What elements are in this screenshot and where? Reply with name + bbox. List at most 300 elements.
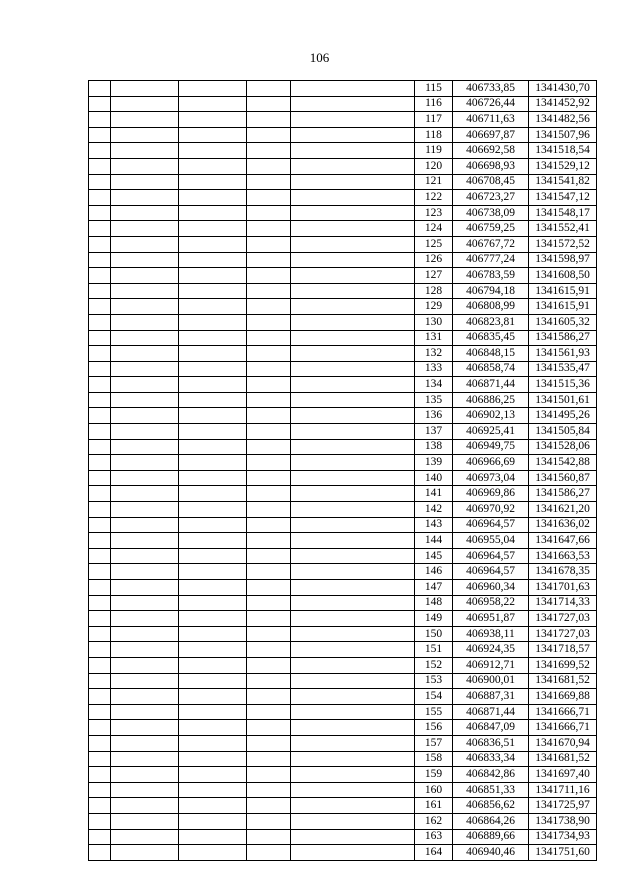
empty-cell-c (179, 548, 247, 564)
point-number-cell: 134 (415, 377, 453, 393)
empty-cell-c (179, 377, 247, 393)
point-number-cell: 123 (415, 205, 453, 221)
empty-cell-b (111, 96, 179, 112)
empty-cell-a (89, 439, 111, 455)
empty-cell-e (291, 704, 415, 720)
empty-cell-d (247, 314, 291, 330)
table-row (89, 611, 597, 627)
empty-cell-e (291, 548, 415, 564)
empty-cell-d (247, 720, 291, 736)
y-coordinate-cell: 1341718,57 (529, 642, 597, 658)
table-row (89, 657, 597, 673)
x-coordinate-cell: 406848,15 (453, 346, 529, 362)
empty-cell-c (179, 299, 247, 315)
x-coordinate-cell: 406777,24 (453, 252, 529, 268)
table-row (89, 626, 597, 642)
empty-cell-c (179, 673, 247, 689)
empty-cell-d (247, 548, 291, 564)
y-coordinate-cell: 1341552,41 (529, 221, 597, 237)
empty-cell-a (89, 486, 111, 502)
point-number-cell: 140 (415, 470, 453, 486)
table-row (89, 377, 597, 393)
empty-cell-c (179, 96, 247, 112)
empty-cell-a (89, 174, 111, 190)
empty-cell-b (111, 720, 179, 736)
empty-cell-a (89, 392, 111, 408)
empty-cell-d (247, 564, 291, 580)
x-coordinate-cell: 406858,74 (453, 361, 529, 377)
point-number-cell: 145 (415, 548, 453, 564)
empty-cell-d (247, 127, 291, 143)
empty-cell-d (247, 798, 291, 814)
y-coordinate-cell: 1341535,47 (529, 361, 597, 377)
empty-cell-a (89, 735, 111, 751)
empty-cell-a (89, 252, 111, 268)
empty-cell-e (291, 190, 415, 206)
y-coordinate-cell: 1341547,12 (529, 190, 597, 206)
empty-cell-c (179, 346, 247, 362)
empty-cell-b (111, 127, 179, 143)
point-number-cell: 151 (415, 642, 453, 658)
point-number-cell: 160 (415, 782, 453, 798)
y-coordinate-cell: 1341714,33 (529, 595, 597, 611)
x-coordinate-cell: 406925,41 (453, 424, 529, 440)
table-row (89, 470, 597, 486)
x-coordinate-cell: 406847,09 (453, 720, 529, 736)
empty-cell-b (111, 767, 179, 783)
table-row (89, 174, 597, 190)
empty-cell-b (111, 735, 179, 751)
y-coordinate-cell: 1341586,27 (529, 486, 597, 502)
empty-cell-e (291, 642, 415, 658)
empty-cell-d (247, 392, 291, 408)
empty-cell-b (111, 190, 179, 206)
empty-cell-c (179, 268, 247, 284)
empty-cell-a (89, 642, 111, 658)
empty-cell-b (111, 346, 179, 362)
empty-cell-c (179, 408, 247, 424)
empty-cell-e (291, 845, 415, 861)
point-number-cell: 162 (415, 813, 453, 829)
empty-cell-e (291, 158, 415, 174)
empty-cell-d (247, 346, 291, 362)
table-row (89, 782, 597, 798)
empty-cell-a (89, 330, 111, 346)
y-coordinate-cell: 1341711,16 (529, 782, 597, 798)
point-number-cell: 116 (415, 96, 453, 112)
empty-cell-c (179, 190, 247, 206)
table-row (89, 798, 597, 814)
empty-cell-d (247, 751, 291, 767)
x-coordinate-cell: 406949,75 (453, 439, 529, 455)
x-coordinate-cell: 406726,44 (453, 96, 529, 112)
point-number-cell: 136 (415, 408, 453, 424)
y-coordinate-cell: 1341598,97 (529, 252, 597, 268)
empty-cell-d (247, 845, 291, 861)
x-coordinate-cell: 406969,86 (453, 486, 529, 502)
empty-cell-a (89, 673, 111, 689)
empty-cell-a (89, 548, 111, 564)
point-number-cell: 137 (415, 424, 453, 440)
empty-cell-e (291, 657, 415, 673)
point-number-cell: 157 (415, 735, 453, 751)
empty-cell-e (291, 735, 415, 751)
x-coordinate-cell: 406708,45 (453, 174, 529, 190)
empty-cell-d (247, 221, 291, 237)
table-row (89, 81, 597, 97)
empty-cell-b (111, 580, 179, 596)
table-row (89, 455, 597, 471)
empty-cell-a (89, 112, 111, 128)
x-coordinate-cell: 406924,35 (453, 642, 529, 658)
empty-cell-e (291, 517, 415, 533)
empty-cell-c (179, 439, 247, 455)
empty-cell-a (89, 455, 111, 471)
empty-cell-a (89, 190, 111, 206)
empty-cell-a (89, 751, 111, 767)
table-row (89, 392, 597, 408)
table-body (89, 81, 597, 861)
empty-cell-c (179, 143, 247, 159)
table-row (89, 767, 597, 783)
empty-cell-b (111, 533, 179, 549)
point-number-cell: 121 (415, 174, 453, 190)
x-coordinate-cell: 406823,81 (453, 314, 529, 330)
empty-cell-a (89, 127, 111, 143)
y-coordinate-cell: 1341666,71 (529, 720, 597, 736)
empty-cell-a (89, 657, 111, 673)
x-coordinate-cell: 406964,57 (453, 517, 529, 533)
empty-cell-d (247, 533, 291, 549)
empty-cell-d (247, 424, 291, 440)
y-coordinate-cell: 1341669,88 (529, 689, 597, 705)
y-coordinate-cell: 1341528,06 (529, 439, 597, 455)
y-coordinate-cell: 1341734,93 (529, 829, 597, 845)
x-coordinate-cell: 406955,04 (453, 533, 529, 549)
y-coordinate-cell: 1341727,03 (529, 626, 597, 642)
empty-cell-a (89, 767, 111, 783)
empty-cell-e (291, 408, 415, 424)
empty-cell-a (89, 580, 111, 596)
empty-cell-a (89, 81, 111, 97)
point-number-cell: 139 (415, 455, 453, 471)
y-coordinate-cell: 1341507,96 (529, 127, 597, 143)
empty-cell-e (291, 455, 415, 471)
empty-cell-c (179, 517, 247, 533)
empty-cell-c (179, 689, 247, 705)
x-coordinate-cell: 406938,11 (453, 626, 529, 642)
empty-cell-c (179, 81, 247, 97)
empty-cell-b (111, 564, 179, 580)
empty-cell-b (111, 205, 179, 221)
empty-cell-d (247, 330, 291, 346)
table-row (89, 533, 597, 549)
x-coordinate-cell: 406951,87 (453, 611, 529, 627)
empty-cell-e (291, 486, 415, 502)
y-coordinate-cell: 1341561,93 (529, 346, 597, 362)
x-coordinate-cell: 406759,25 (453, 221, 529, 237)
empty-cell-b (111, 829, 179, 845)
empty-cell-a (89, 158, 111, 174)
empty-cell-e (291, 611, 415, 627)
x-coordinate-cell: 406902,13 (453, 408, 529, 424)
table-row (89, 580, 597, 596)
empty-cell-b (111, 81, 179, 97)
point-number-cell: 117 (415, 112, 453, 128)
empty-cell-b (111, 174, 179, 190)
empty-cell-e (291, 205, 415, 221)
empty-cell-a (89, 798, 111, 814)
point-number-cell: 152 (415, 657, 453, 673)
empty-cell-b (111, 517, 179, 533)
y-coordinate-cell: 1341751,60 (529, 845, 597, 861)
empty-cell-e (291, 236, 415, 252)
empty-cell-b (111, 595, 179, 611)
y-coordinate-cell: 1341666,71 (529, 704, 597, 720)
empty-cell-e (291, 283, 415, 299)
empty-cell-d (247, 299, 291, 315)
empty-cell-d (247, 361, 291, 377)
empty-cell-a (89, 205, 111, 221)
x-coordinate-cell: 406794,18 (453, 283, 529, 299)
empty-cell-e (291, 564, 415, 580)
y-coordinate-cell: 1341681,52 (529, 751, 597, 767)
point-number-cell: 163 (415, 829, 453, 845)
table-row (89, 704, 597, 720)
x-coordinate-cell: 406960,34 (453, 580, 529, 596)
point-number-cell: 153 (415, 673, 453, 689)
table-row (89, 299, 597, 315)
empty-cell-e (291, 502, 415, 518)
y-coordinate-cell: 1341515,36 (529, 377, 597, 393)
x-coordinate-cell: 406733,85 (453, 81, 529, 97)
y-coordinate-cell: 1341605,32 (529, 314, 597, 330)
empty-cell-a (89, 299, 111, 315)
y-coordinate-cell: 1341647,66 (529, 533, 597, 549)
y-coordinate-cell: 1341621,20 (529, 502, 597, 518)
empty-cell-b (111, 299, 179, 315)
empty-cell-e (291, 424, 415, 440)
y-coordinate-cell: 1341529,12 (529, 158, 597, 174)
point-number-cell: 131 (415, 330, 453, 346)
empty-cell-b (111, 424, 179, 440)
empty-cell-c (179, 533, 247, 549)
point-number-cell: 122 (415, 190, 453, 206)
point-number-cell: 115 (415, 81, 453, 97)
y-coordinate-cell: 1341697,40 (529, 767, 597, 783)
point-number-cell: 127 (415, 268, 453, 284)
empty-cell-c (179, 751, 247, 767)
empty-cell-b (111, 548, 179, 564)
y-coordinate-cell: 1341495,26 (529, 408, 597, 424)
table-row (89, 813, 597, 829)
table-row (89, 283, 597, 299)
empty-cell-c (179, 502, 247, 518)
empty-cell-d (247, 502, 291, 518)
empty-cell-e (291, 314, 415, 330)
empty-cell-b (111, 392, 179, 408)
empty-cell-c (179, 642, 247, 658)
x-coordinate-cell: 406692,58 (453, 143, 529, 159)
empty-cell-c (179, 626, 247, 642)
empty-cell-d (247, 439, 291, 455)
empty-cell-a (89, 143, 111, 159)
empty-cell-c (179, 283, 247, 299)
empty-cell-a (89, 845, 111, 861)
empty-cell-e (291, 829, 415, 845)
y-coordinate-cell: 1341670,94 (529, 735, 597, 751)
y-coordinate-cell: 1341430,70 (529, 81, 597, 97)
empty-cell-e (291, 330, 415, 346)
table-row (89, 735, 597, 751)
table-row (89, 143, 597, 159)
empty-cell-c (179, 813, 247, 829)
empty-cell-b (111, 112, 179, 128)
x-coordinate-cell: 406900,01 (453, 673, 529, 689)
point-number-cell: 138 (415, 439, 453, 455)
empty-cell-b (111, 845, 179, 861)
empty-cell-a (89, 704, 111, 720)
empty-cell-e (291, 112, 415, 128)
point-number-cell: 159 (415, 767, 453, 783)
empty-cell-b (111, 330, 179, 346)
x-coordinate-cell: 406973,04 (453, 470, 529, 486)
y-coordinate-cell: 1341725,97 (529, 798, 597, 814)
empty-cell-e (291, 580, 415, 596)
y-coordinate-cell: 1341586,27 (529, 330, 597, 346)
table-row (89, 252, 597, 268)
empty-cell-d (247, 486, 291, 502)
point-number-cell: 125 (415, 236, 453, 252)
empty-cell-c (179, 112, 247, 128)
coordinates-table (88, 80, 597, 861)
empty-cell-c (179, 720, 247, 736)
table-row (89, 595, 597, 611)
x-coordinate-cell: 406767,72 (453, 236, 529, 252)
empty-cell-b (111, 439, 179, 455)
empty-cell-e (291, 751, 415, 767)
empty-cell-c (179, 486, 247, 502)
empty-cell-a (89, 595, 111, 611)
empty-cell-b (111, 470, 179, 486)
table-row (89, 346, 597, 362)
x-coordinate-cell: 406966,69 (453, 455, 529, 471)
empty-cell-d (247, 767, 291, 783)
point-number-cell: 149 (415, 611, 453, 627)
empty-cell-b (111, 611, 179, 627)
empty-cell-d (247, 735, 291, 751)
point-number-cell: 130 (415, 314, 453, 330)
table-row (89, 408, 597, 424)
empty-cell-c (179, 455, 247, 471)
empty-cell-a (89, 377, 111, 393)
empty-cell-e (291, 346, 415, 362)
empty-cell-e (291, 439, 415, 455)
table-row (89, 112, 597, 128)
empty-cell-d (247, 252, 291, 268)
empty-cell-c (179, 767, 247, 783)
empty-cell-b (111, 283, 179, 299)
point-number-cell: 156 (415, 720, 453, 736)
point-number-cell: 119 (415, 143, 453, 159)
y-coordinate-cell: 1341572,52 (529, 236, 597, 252)
table-row (89, 127, 597, 143)
y-coordinate-cell: 1341738,90 (529, 813, 597, 829)
empty-cell-d (247, 112, 291, 128)
empty-cell-b (111, 455, 179, 471)
empty-cell-a (89, 424, 111, 440)
empty-cell-b (111, 486, 179, 502)
empty-cell-a (89, 626, 111, 642)
empty-cell-b (111, 673, 179, 689)
table-row (89, 268, 597, 284)
table-row (89, 829, 597, 845)
empty-cell-e (291, 782, 415, 798)
empty-cell-e (291, 720, 415, 736)
empty-cell-d (247, 283, 291, 299)
empty-cell-e (291, 81, 415, 97)
y-coordinate-cell: 1341548,17 (529, 205, 597, 221)
empty-cell-a (89, 236, 111, 252)
empty-cell-b (111, 704, 179, 720)
empty-cell-c (179, 611, 247, 627)
empty-cell-e (291, 252, 415, 268)
point-number-cell: 124 (415, 221, 453, 237)
point-number-cell: 129 (415, 299, 453, 315)
empty-cell-e (291, 470, 415, 486)
table-row (89, 642, 597, 658)
point-number-cell: 158 (415, 751, 453, 767)
table-row (89, 314, 597, 330)
empty-cell-a (89, 96, 111, 112)
empty-cell-c (179, 782, 247, 798)
x-coordinate-cell: 406711,63 (453, 112, 529, 128)
y-coordinate-cell: 1341501,61 (529, 392, 597, 408)
point-number-cell: 155 (415, 704, 453, 720)
table-row (89, 439, 597, 455)
empty-cell-d (247, 190, 291, 206)
empty-cell-d (247, 626, 291, 642)
empty-cell-b (111, 143, 179, 159)
empty-cell-d (247, 813, 291, 829)
y-coordinate-cell: 1341678,35 (529, 564, 597, 580)
empty-cell-e (291, 392, 415, 408)
x-coordinate-cell: 406842,86 (453, 767, 529, 783)
empty-cell-b (111, 221, 179, 237)
empty-cell-e (291, 798, 415, 814)
empty-cell-e (291, 626, 415, 642)
table-row (89, 502, 597, 518)
empty-cell-d (247, 595, 291, 611)
empty-cell-e (291, 127, 415, 143)
x-coordinate-cell: 406835,45 (453, 330, 529, 346)
empty-cell-d (247, 704, 291, 720)
x-coordinate-cell: 406851,33 (453, 782, 529, 798)
empty-cell-d (247, 81, 291, 97)
empty-cell-d (247, 377, 291, 393)
empty-cell-b (111, 408, 179, 424)
point-number-cell: 132 (415, 346, 453, 362)
empty-cell-b (111, 813, 179, 829)
x-coordinate-cell: 406886,25 (453, 392, 529, 408)
point-number-cell: 150 (415, 626, 453, 642)
empty-cell-a (89, 517, 111, 533)
table-row (89, 751, 597, 767)
x-coordinate-cell: 406964,57 (453, 564, 529, 580)
x-coordinate-cell: 406889,66 (453, 829, 529, 845)
point-number-cell: 161 (415, 798, 453, 814)
y-coordinate-cell: 1341505,84 (529, 424, 597, 440)
